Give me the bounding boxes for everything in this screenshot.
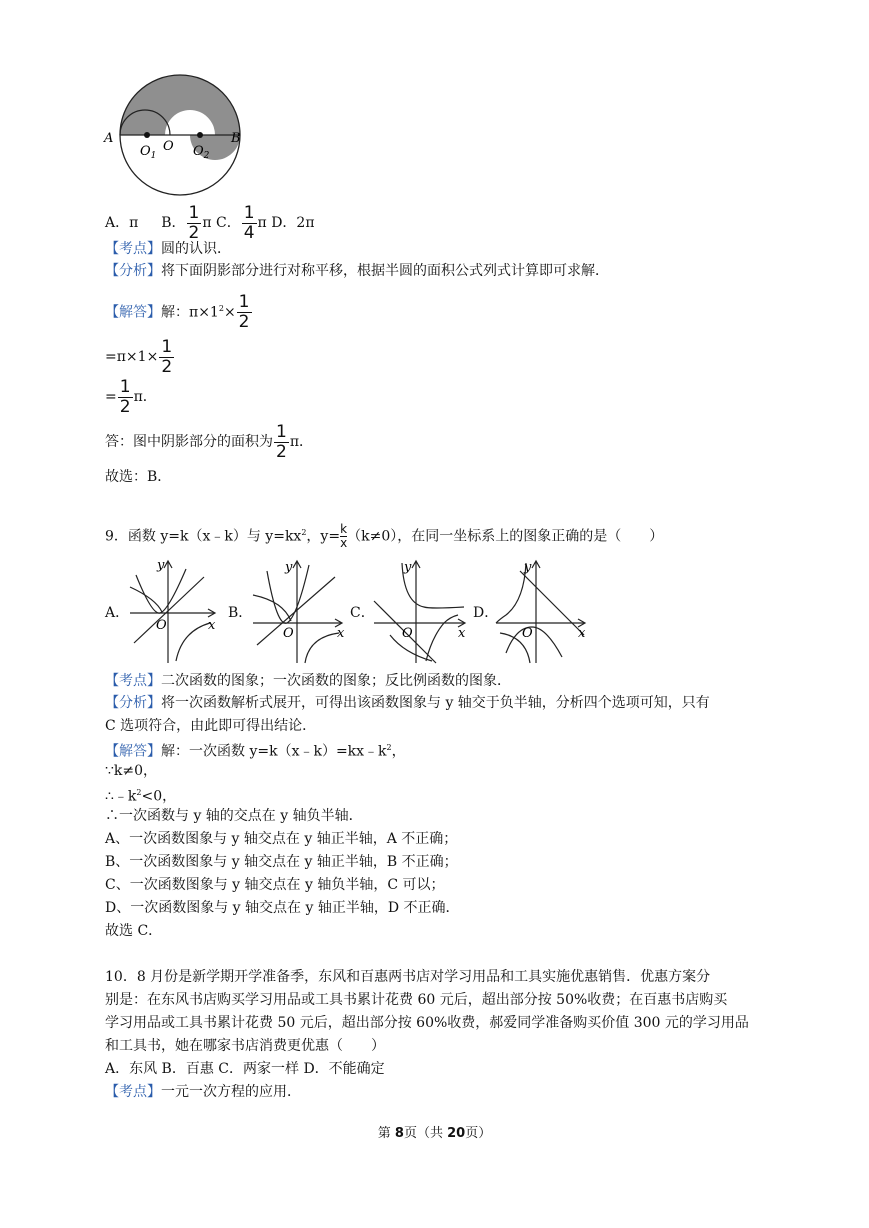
q8-answer: 答：图中阴影部分的面积为 $\frac{1}{2}$ π． <box>105 421 314 462</box>
q8-options <box>105 203 315 243</box>
q9-jieda-line1: 【解答】解：一次函数 $y=k(x﹣k)=kx﹣k^2$， <box>105 743 406 760</box>
q8-step3: = $\frac{1}{2}$ π． <box>105 376 157 417</box>
label-o1: $O_1$ <box>140 144 157 161</box>
q9-fenxi-line2: C 选项符合，由此即可得出结论． <box>105 718 317 734</box>
page-number: 8 <box>394 1126 404 1141</box>
q9-option-b-label: B． <box>228 605 253 621</box>
q9-option-c-label: C． <box>350 605 375 621</box>
jieda-tag: 【解答】 <box>105 304 161 321</box>
axis-o-label: O <box>522 626 533 641</box>
axis-x-label: x <box>337 626 345 641</box>
axis-x-label: x <box>458 626 466 641</box>
axis-y-label: y <box>524 560 532 575</box>
q8-choose: 故选：B． <box>105 469 172 485</box>
axis-y-label: y <box>157 558 165 573</box>
kaodian-tag: 【考点】 <box>105 241 161 257</box>
q10-options: A．东风 B．百惠 C．两家一样 D．不能确定 <box>105 1061 385 1077</box>
q10-line2: 别是：在东风书店购买学习用品或工具书累计花费 60 元后，超出部分按 50%收费；在百惠书店购买 <box>105 992 728 1008</box>
q8-option-c: C． $\frac{1}{4}$ π <box>216 202 267 243</box>
q9-graph-d <box>490 557 590 667</box>
axis-o-label: O <box>402 626 413 641</box>
point-o1 <box>144 132 150 138</box>
q10-line1: 10．8 月份是新学期开学准备季，东风和百惠两书店对学习用品和工具实施优惠销售．优惠方案分 <box>105 969 711 985</box>
q9-stem: 9．函数 y=k（x﹣k）与 $y=kx^2$，y= $\frac{k}{x}$ （k≠0），在同一坐标系上的图象正确的是（ ） <box>105 522 664 551</box>
q9-option-d-label: D． <box>473 605 499 621</box>
q8-kaodian: 【考点】圆的认识． <box>105 241 231 257</box>
q10-kaodian: 【考点】一元一次方程的应用． <box>105 1084 301 1100</box>
label-a: A <box>104 131 114 146</box>
q9-line6: B、一次函数图象与 y 轴交点在 y 轴正半轴，B 不正确； <box>105 854 458 870</box>
q9-graph-c <box>368 557 470 667</box>
q9-line5: A、一次函数图象与 y 轴交点在 y 轴正半轴，A 不正确； <box>105 831 458 847</box>
q9-fenxi-line1: 【分析】将一次函数解析式展开，可得出该函数图象与 y 轴交于负半轴，分析四个选项可知，只有 <box>105 695 710 711</box>
point-o2 <box>197 132 203 138</box>
q9-option-a-label: A． <box>105 605 130 621</box>
axis-x-label: x <box>578 626 586 641</box>
q9-kaodian: 【考点】二次函数的图象；一次函数的图象；反比例函数的图象． <box>105 673 511 689</box>
fenxi-tag: 【分析】 <box>105 695 161 711</box>
q8-jieda-step1: 【解答】解：$\pi\times 1^2\times$ $\frac{1}{2}$ <box>105 292 250 333</box>
q9-line3: $\therefore﹣k^2<0$， <box>105 788 177 805</box>
page-total: 20 <box>447 1126 466 1141</box>
q8-fenxi: 【分析】将下面阴影部分进行对称平移，根据半圆的面积公式列式计算即可求解． <box>105 263 609 279</box>
axis-o-label: O <box>283 626 294 641</box>
jieda-tag: 【解答】 <box>105 743 161 760</box>
q9-graph-b <box>247 557 347 667</box>
q9-line4: ∴一次函数与 y 轴的交点在 y 轴负半轴． <box>105 808 363 824</box>
q8-option-a: A．π <box>105 215 139 231</box>
axis-x-label: x <box>208 618 216 633</box>
axis-y-label: y <box>285 560 293 575</box>
q8-option-b: B． $\frac{1}{2}$ π <box>161 202 212 243</box>
page-footer: 第 8页（共 20页） <box>377 1126 492 1141</box>
q10-line4: 和工具书，她在哪家书店消费更优惠（ ） <box>105 1038 385 1054</box>
shaded-upper-region <box>120 75 240 135</box>
q9-line7: C、一次函数图象与 y 轴交点在 y 轴负半轴，C 可以； <box>105 877 445 893</box>
q8-step2: =π×1× $\frac{1}{2}$ <box>105 336 173 377</box>
kaodian-tag: 【考点】 <box>105 673 161 689</box>
circle-figure <box>100 74 250 200</box>
q9-choose: 故选 C． <box>105 923 163 939</box>
axis-y-label: y <box>404 560 412 575</box>
label-o2: $O_2$ <box>193 144 210 161</box>
q10-line3: 学习用品或工具书累计花费 50 元后，超出部分按 60%收费，郝爱同学准备购买价值 300 元的学习用品 <box>105 1015 749 1031</box>
q9-line8: D、一次函数图象与 y 轴交点在 y 轴正半轴，D 不正确． <box>105 900 460 916</box>
q8-option-d: D．2π <box>271 215 315 231</box>
q9-graph-a <box>122 557 222 667</box>
label-o: O <box>163 139 174 154</box>
kaodian-tag: 【考点】 <box>105 1084 161 1100</box>
q9-line2: ∵k≠0， <box>105 763 158 779</box>
label-b: B <box>231 131 241 146</box>
axis-o-label: O <box>156 618 167 633</box>
fenxi-tag: 【分析】 <box>105 263 161 279</box>
